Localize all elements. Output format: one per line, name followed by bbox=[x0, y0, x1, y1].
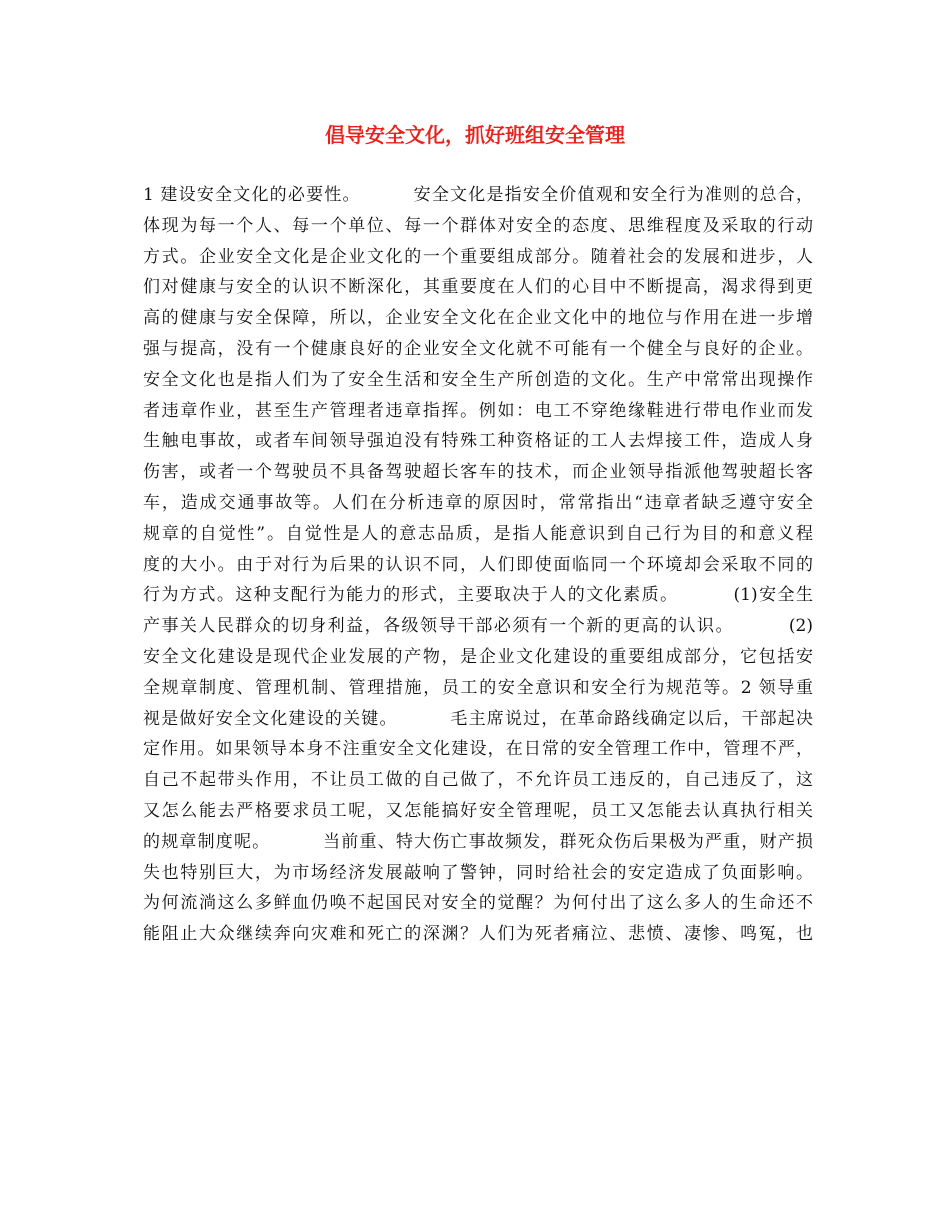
body-line: 失也特别巨大，为市场经济发展敲响了警钟，同时给社会的安定造成了负面影响。 bbox=[143, 862, 813, 883]
body-line: 安全文化建设是现代企业发展的产物，是企业文化建设的重要组成部分，它包括安 bbox=[143, 646, 813, 667]
body-line: 车，造成交通事故等。人们在分析违章的原因时，常常指出“违章者缺乏遵守安全 bbox=[143, 492, 813, 513]
body-line: 体现为每一个人、每一个单位、每一个群体对安全的态度、思维程度及采取的行动 bbox=[143, 215, 813, 236]
body-line: 伤害，或者一个驾驶员不具备驾驶超长客车的技术，而企业领导指派他驾驶超长客 bbox=[143, 462, 813, 483]
body-line: 全规章制度、管理机制、管理措施，员工的安全意识和安全行为规范等。2 领导重 bbox=[143, 677, 813, 698]
body-line: 的规章制度呢。 当前重、特大伤亡事故频发，群死众伤后果极为严重，财产损 bbox=[143, 831, 813, 852]
body-line: 为何流淌这么多鲜血仍唤不起国民对安全的觉醒？为何付出了这么多人的生命还不 bbox=[143, 893, 813, 914]
body-line: 者违章作业，甚至生产管理者违章指挥。例如：电工不穿绝缘鞋进行带电作业而发 bbox=[143, 400, 813, 421]
body-line: 1 建设安全文化的必要性。 安全文化是指安全价值观和安全行为准则的总合， bbox=[143, 185, 813, 205]
body-line: 生触电事故，或者车间领导强迫没有特殊工种资格证的工人去焊接工件，造成人身 bbox=[143, 431, 813, 452]
body-line: 规章的自觉性”。自觉性是人的意志品质，是指人能意识到自己行为目的和意义程 bbox=[143, 523, 813, 544]
document-title: 倡导安全文化，抓好班组安全管理 bbox=[325, 123, 625, 147]
body-line: 度的大小。由于对行为后果的认识不同，人们即使面临同一个环境却会采取不同的 bbox=[143, 554, 813, 575]
body-line: 自己不起带头作用，不让员工做的自己做了，不允许员工违反的，自己违反了，这 bbox=[143, 770, 813, 791]
body-line: 定作用。如果领导本身不注重安全文化建设，在日常的安全管理工作中，管理不严， bbox=[143, 739, 813, 760]
body-line: 们对健康与安全的认识不断深化，其重要度在人们的心目中不断提高，渴求得到更 bbox=[143, 277, 813, 298]
body-line: 又怎么能去严格要求员工呢，又怎能搞好安全管理呢，员工又怎能去认真执行相关 bbox=[143, 800, 813, 821]
body-line: 高的健康与安全保障，所以，企业安全文化在企业文化中的地位与作用在进一步增 bbox=[143, 308, 813, 329]
body-line: 视是做好安全文化建设的关键。 毛主席说过，在革命路线确定以后，干部起决 bbox=[143, 708, 813, 729]
body-line: 能阻止大众继续奔向灾难和死亡的深渊？人们为死者痛泣、悲愤、凄惨、鸣冤，也 bbox=[143, 924, 813, 945]
document-body bbox=[143, 180, 813, 950]
body-line: 产事关人民群众的切身利益，各级领导干部必须有一个新的更高的认识。 (2) bbox=[143, 616, 813, 637]
body-line: 安全文化也是指人们为了安全生活和安全生产所创造的文化。生产中常常出现操作 bbox=[143, 369, 813, 390]
body-line: 行为方式。这种支配行为能力的形式，主要取决于人的文化素质。 (1)安全生 bbox=[143, 585, 813, 606]
body-line: 方式。企业安全文化是企业文化的一个重要组成部分。随着社会的发展和进步，人 bbox=[143, 246, 813, 267]
body-line: 强与提高，没有一个健康良好的企业安全文化就不可能有一个健全与良好的企业。 bbox=[143, 338, 813, 359]
